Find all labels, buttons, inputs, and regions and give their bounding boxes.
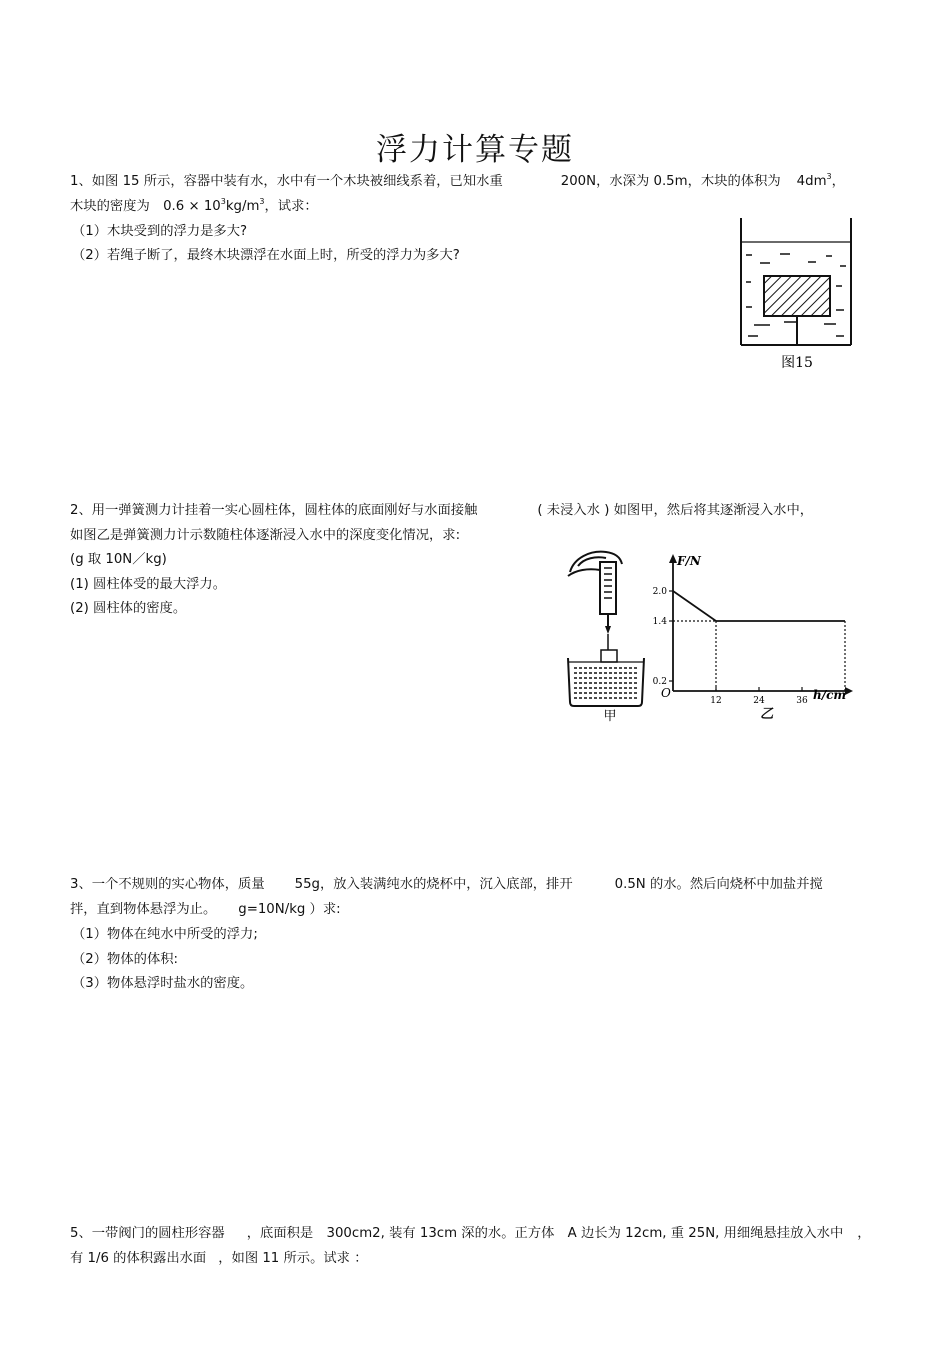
q5-line1 [70, 1225, 871, 1243]
figure-15-label: 图15 [781, 355, 813, 371]
q3-text-c: 0.5N 的水。然后向烧杯中加盐并搅 [614, 877, 823, 892]
q2-text-b: ( 未浸入水 ) 如图甲，然后将其逐渐浸入水中， [537, 503, 814, 518]
q2-sub2: (2) 圆柱体的密度。 [70, 601, 187, 616]
q5-text-c: ， [857, 1226, 871, 1241]
q1-density: 木块的密度为 0.6 × 10 [70, 199, 221, 214]
q3-line1 [70, 876, 823, 894]
y-tick-label: 0.2 [652, 677, 667, 687]
origin-label: O [661, 686, 671, 700]
q2-line3: (g 取 10N／kg) [70, 552, 167, 567]
y-axis-arrow [669, 554, 677, 563]
q1-text-b: 200N，水深为 0.5m，木块的体积为 [560, 174, 781, 189]
cylinder-icon [601, 650, 617, 662]
figure-15 [736, 212, 861, 374]
wood-block-icon [764, 276, 830, 316]
q1-ask: ，试求： [264, 199, 318, 214]
y-tick-label: 1.4 [652, 617, 667, 627]
q1-density-exp: 3 [220, 197, 226, 206]
figure-jia [556, 542, 656, 724]
q3-text-b: 55g，放入装满纯水的烧杯中，沉入底部，排开 [294, 877, 573, 892]
figure-jia-label: 甲 [603, 709, 617, 724]
spring-scale-icon [600, 562, 616, 634]
q1-volume: 4dm [796, 174, 827, 189]
q3-sub1: （1）物体在纯水中所受的浮力; [72, 927, 258, 942]
figure-yi-label: 乙 [760, 707, 774, 722]
q5-text-e: ，如图 11 所示。试求 ： [218, 1251, 368, 1266]
x-tick-label: 24 [753, 696, 765, 706]
q2-sub1: (1) 圆柱体受的最大浮力。 [70, 577, 227, 592]
q2-line1 [70, 502, 813, 520]
q2-text-a: 2、用一弹簧测力计挂着一实心圆柱体，圆柱体的底面刚好与水面接触 [70, 503, 478, 518]
q1-line1 [70, 173, 845, 191]
force-depth-chart [652, 545, 860, 725]
q1-volume-exp: 3 [826, 172, 832, 181]
q3-line2 [70, 901, 341, 919]
y-tick-label: 2.0 [652, 587, 667, 597]
x-axis-label: h/cm [813, 688, 847, 702]
q3-text-a: 3、一个不规则的实心物体，质量 [70, 877, 265, 892]
q5-text-d: 有 1/6 的体积露出水面 [70, 1251, 207, 1266]
beaker-icon [568, 658, 644, 706]
q3-sub3: （3）物体悬浮时盐水的密度。 [72, 976, 254, 991]
q1-text-a: 1、如图 15 所示，容器中装有水，水中有一个木块被细线系着，已知水重 [70, 174, 503, 189]
y-axis-label: F/N [677, 554, 701, 568]
q5-text-b: ，底面积是 300cm2, 装有 13cm 深的水。正方体 A 边长为 12cm, 重 25N, 用细绳悬挂放入水中 [246, 1226, 844, 1241]
q5-line2 [70, 1250, 368, 1268]
q3-sub2: （2）物体的体积: [72, 952, 179, 967]
page-title: 浮力计算专题 [376, 132, 574, 168]
q3-text-e: g=10N/kg ）求: [238, 902, 341, 917]
series-line [673, 591, 845, 621]
q1-sub1: （1）木块受到的浮力是多大? [72, 224, 248, 239]
q5-text-a: 5、一带阀门的圆柱形容器 [70, 1226, 225, 1241]
x-axis-arrow [845, 687, 853, 695]
q1-density-unit: kg/m [225, 199, 260, 214]
x-tick-label: 12 [710, 696, 722, 706]
x-tick-label: 36 [796, 696, 808, 706]
q3-text-d: 拌，直到物体悬浮为止。 [70, 902, 217, 917]
q1-density-unit-exp: 3 [259, 197, 265, 206]
axes [673, 561, 845, 691]
q2-line2: 如图乙是弹簧测力计示数随柱体逐渐浸入水中的深度变化情况，求: [70, 528, 461, 543]
q1-line2 [70, 198, 318, 216]
q1-sub2: （2）若绳子断了，最终木块漂浮在水面上时，所受的浮力为多大? [72, 248, 460, 263]
q1-text-d: ， [831, 174, 845, 189]
